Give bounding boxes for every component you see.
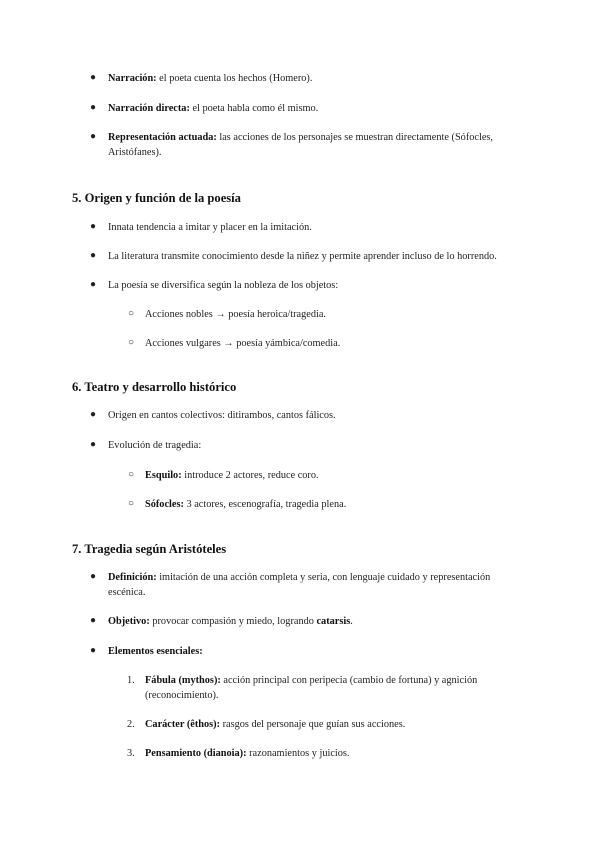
list-bullet: ● [90,279,97,290]
list-item-narracion [108,71,538,86]
term-label: Fábula (mythos): [145,675,221,686]
sub-bullet: ○ [128,337,135,348]
term-label: Elementos esenciales: [108,646,203,657]
list-item-representacion [108,130,538,160]
sub-bullet: ○ [128,308,135,319]
emphasis-catarsis: catarsis [316,616,351,627]
term-label: Narración directa: [108,103,190,114]
sub-bullet: ○ [128,469,135,480]
list-bullet: ● [90,221,97,232]
term-label: Pensamiento (dianoia): [145,748,247,759]
list-number: 2. [127,719,135,730]
term-label: Carácter (êthos): [145,719,220,730]
item-text: razonamientos y juicios. [246,748,350,759]
section-heading-7: 7. Tragedia según Aristóteles [72,542,227,556]
list-item-objetivo [108,614,538,629]
item-text: el poeta habla como él mismo. [189,103,319,114]
sub-list-item-esquilo [145,468,540,483]
item-text: el poeta cuenta los hechos (Homero). [156,73,313,84]
section-heading-5: 5. Origen y función de la poesía [72,191,241,205]
term-label: Objetivo: [108,616,150,627]
list-bullet: ● [90,571,97,582]
term-label: Representación actuada: [108,132,217,143]
list-item: La poesía se diversifica según la nobleza de los objetos: [108,280,339,291]
list-item: La literatura transmite conocimiento desde la niñez y permite aprender incluso de lo horrendo. [108,251,497,262]
item-text: acción principal con peripecia (cambio de fortuna) y agnición (reconocimiento). [145,675,478,701]
list-item-elementos [108,644,538,659]
term-label: Definición: [108,572,157,583]
list-number: 3. [127,748,135,759]
list-item: Evolución de tragedia: [108,440,202,451]
list-item-narracion-directa [108,101,538,116]
sub-list-item: Acciones nobles → poesía heroica/tragedia. [145,309,326,320]
item-text: imitación de una acción completa y seria, con lenguaje cuidado y representación escénica. [108,572,491,598]
sub-list-item-sofocles [145,497,540,512]
list-item: Innata tendencia a imitar y placer en la imitación. [108,222,312,233]
term-label: Sófocles: [145,499,184,510]
numbered-item-fabula [145,673,505,703]
item-text: introduce 2 actores, reduce coro. [181,470,319,481]
list-bullet: ● [90,439,97,450]
item-text: provocar compasión y miedo, logrando [149,616,317,627]
item-text: rasgos del personaje que guían sus acciones. [220,719,406,730]
list-item-definicion [108,570,528,600]
list-bullet: ● [90,645,97,656]
item-text: las acciones de los personajes se muestran directamente (Sófocles, Aristófanes). [108,132,493,158]
section-heading-6: 6. Teatro y desarrollo histórico [72,380,237,394]
sub-bullet: ○ [128,498,135,509]
list-bullet: ● [90,615,97,626]
list-bullet: ● [90,409,97,420]
list-bullet: ● [90,102,97,113]
numbered-item-caracter [145,717,540,732]
list-bullet: ● [90,72,97,83]
list-bullet: ● [90,250,97,261]
item-text: 3 actores, escenografía, tragedia plena. [183,499,347,510]
list-item: Origen en cantos colectivos: ditirambos, cantos fálicos. [108,410,336,421]
list-number: 1. [127,675,135,686]
item-text-end: . [350,616,353,627]
term-label: Narración: [108,73,157,84]
list-bullet: ● [90,131,97,142]
term-label: Esquilo: [145,470,182,481]
sub-list-item: Acciones vulgares → poesía yámbica/comedia. [145,338,341,349]
numbered-item-pensamiento [145,746,540,761]
